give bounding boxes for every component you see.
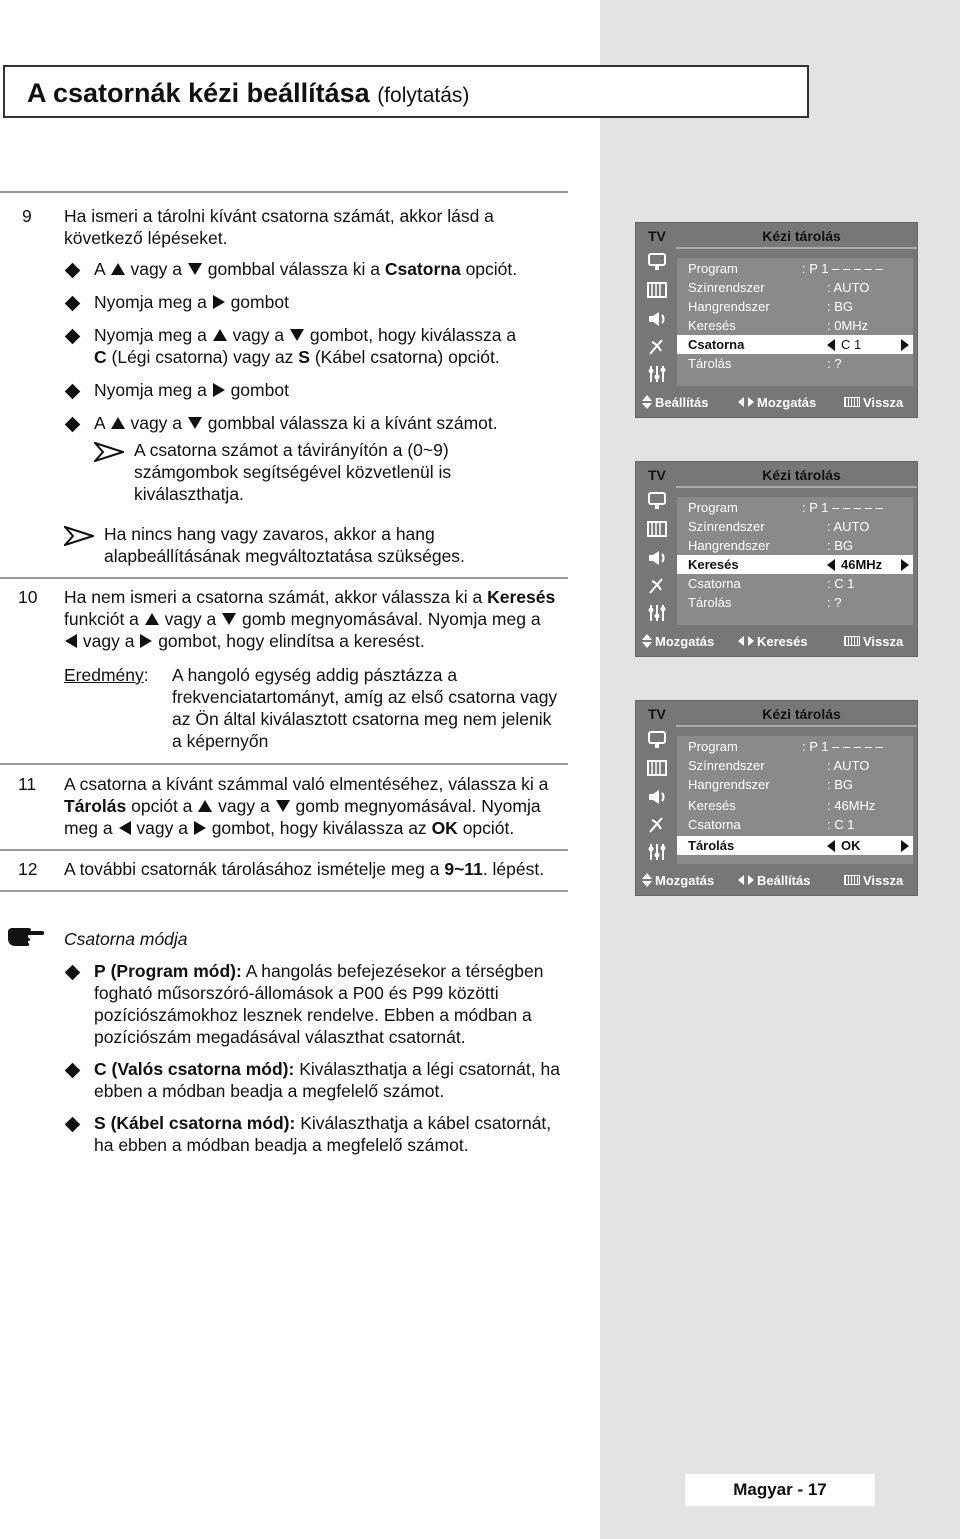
pointing-hand-icon [6,924,46,948]
osd-title: Kézi tárolás [762,228,841,244]
menu-icon [844,875,860,885]
page-title [27,78,469,109]
osd-header-line [676,247,917,249]
speaker-icon [646,786,668,808]
speaker-icon [646,308,668,330]
note-1-line3: kiválaszthatja. [134,484,244,504]
osd-row-color-system[interactable]: Színrendszer : AUTO [688,519,870,534]
step-number: 9 [22,206,32,226]
osd-icon-column [640,251,674,383]
osd-row-color-system[interactable]: Színrendszer : AUTO [688,280,870,295]
diamond-bullet-icon [65,296,81,312]
right-arrow-icon [213,383,225,397]
page-title-sub: (folytatás) [377,84,470,107]
osd-row-store[interactable]: Tárolás : ? [688,356,842,371]
result-line3: az Ön által kiválasztott csatorna meg nem jelenik [172,709,552,729]
mode-p-line4: pozíciószám megadásával választhat csatornát. [94,1027,466,1047]
up-arrow-icon [111,263,125,275]
step-10-line1: Ha nem ismeri a csatorna számát, akkor válassza ki a Keresés [64,587,556,607]
note-2-line1: Ha nincs hang vagy zavaros, akkor a hang [104,524,435,544]
result-label: Eredmény: [64,665,149,685]
osd-row-sound-system[interactable]: Hangrendszer : BG [688,299,854,314]
divider [0,577,568,579]
divider [0,763,568,765]
osd-row-program[interactable]: Program : P 1 – – – – – [688,500,883,515]
sound-eq-menu-icon [646,757,668,779]
right-arrow-icon [901,339,909,351]
left-right-icon [738,636,754,646]
down-arrow-icon [188,417,202,429]
step-number: 10 [18,587,38,607]
osd-menu-list [677,258,913,386]
sound-eq-menu-icon [646,279,668,301]
step-11-line3: meg a vagy a gombot, hogy kiválassza az OK opciót. [64,818,515,838]
picture-menu-icon [646,490,668,512]
osd-panel-1 [635,222,918,418]
osd-panel-2 [635,461,918,657]
note-2-line2: alapbeállításának megváltoztatása szükséges. [104,546,465,566]
osd-row-store[interactable]: Tárolás : ? [688,595,842,610]
divider [0,849,568,851]
picture-menu-icon [646,251,668,273]
diamond-bullet-icon [65,384,81,400]
page-number-box [685,1474,875,1506]
setup-sliders-icon [646,363,668,385]
osd-title: Kézi tárolás [762,467,841,483]
diamond-bullet-icon [65,1063,81,1079]
result-line2: frekvenciatartományt, amíg az első csatorna vagy [172,687,558,707]
down-arrow-icon [276,800,290,812]
diamond-bullet-icon [65,1117,81,1133]
step-10-line2: funkciót a vagy a gomb megnyomásával. Nyomja meg a [64,609,541,629]
step-9-text-line2: következő lépéseket. [64,228,228,248]
step-9-bullet-4: Nyomja meg a gombot [94,380,289,400]
osd-row-program[interactable]: Program : P 1 – – – – – [688,261,883,276]
left-arrow-icon [827,339,835,351]
page-number: Magyar - 17 [733,1480,827,1499]
result-line1: A hangoló egység addig pásztázza a [172,665,458,685]
step-9-bullet-2: Nyomja meg a gombot [94,292,289,312]
left-right-icon [738,397,754,407]
osd-row-search[interactable]: Keresés : 46MHz [688,798,876,813]
mode-s-line1: S (Kábel csatorna mód): Kiválaszthatja a kábel csatornát, [94,1113,552,1133]
osd-tv-label: TV [648,467,666,483]
step-9-bullet-3-line2: C (Légi csatorna) vagy az S (Kábel csatorna) opciót. [94,347,500,367]
note-arrow-icon [94,442,124,462]
speaker-icon [646,547,668,569]
down-arrow-icon [290,329,304,341]
osd-row-channel[interactable]: Csatorna C 1 [677,335,913,354]
osd-tv-label: TV [648,706,666,722]
setup-sliders-icon [646,841,668,863]
mode-s-line2: ha ebben a módban beadja a megfelelő számot. [94,1135,469,1155]
osd-row-store[interactable]: Tárolás OK [677,836,913,855]
osd-row-sound-system[interactable]: Hangrendszer : BG [688,538,854,553]
down-arrow-icon [222,613,236,625]
osd-row-search[interactable]: Keresés 46MHz [677,555,913,574]
right-arrow-icon [140,634,152,648]
step-10-line3: vagy a gombot, hogy elindítsa a keresést. [64,631,425,653]
osd-panel-3 [635,700,918,896]
page-title-main: A csatornák kézi beállítása [27,78,370,108]
up-down-icon [642,873,652,887]
osd-footer: Mozgatás Beállítás Vissza [640,870,913,890]
step-12-line: A további csatornák tárolásához ismételje meg a 9~11. lépést. [64,859,545,879]
mode-p-line2: fogható műsorszóró-állomások a P00 és P99 közötti [94,983,499,1003]
osd-footer: Beállítás Mozgatás Vissza [640,392,913,412]
mode-p-line3: pozíciószámokhoz lesznek rendelve. Ebben a módban a [94,1005,532,1025]
diamond-bullet-icon [65,965,81,981]
left-arrow-icon [119,821,131,835]
osd-title: Kézi tárolás [762,706,841,722]
step-11-line1: A csatorna a kívánt számmal való elmentéséhez, válassza ki a [64,774,549,794]
up-arrow-icon [213,329,227,341]
left-right-icon [738,875,754,885]
menu-icon [844,397,860,407]
step-number: 11 [18,774,37,794]
step-11-line2: Tárolás opciót a vagy a gomb megnyomásával. Nyomja [64,796,541,816]
osd-icon-column [640,729,674,861]
step-9-bullet-1: A vagy a gombbal válassza ki a Csatorna opciót. [94,259,518,279]
menu-icon [844,636,860,646]
channel-antenna-icon [646,336,668,358]
up-down-icon [642,634,652,648]
step-9-text-line1: Ha ismeri a tárolni kívánt csatorna számát, akkor lásd a [64,206,494,226]
page-title-box [3,65,809,118]
osd-menu-list [677,736,913,864]
osd-header-line [676,725,917,727]
sound-eq-menu-icon [646,518,668,540]
osd-row-channel[interactable]: Csatorna : C 1 [688,817,855,832]
osd-footer: Mozgatás Keresés Vissza [640,631,913,651]
osd-row-program[interactable]: Program : P 1 – – – – – [688,739,883,754]
mode-p-line1: P (Program mód): A hangolás befejezésekor a térségben [94,961,544,981]
osd-row-channel[interactable]: Csatorna : C 1 [688,576,855,591]
diamond-bullet-icon [65,263,81,279]
diamond-bullet-icon [65,417,81,433]
up-down-icon [642,395,652,409]
up-arrow-icon [145,613,159,625]
osd-row-search[interactable]: Keresés : 0MHz [688,318,869,333]
mode-c-line2: ebben a módban beadja a megfelelő számot. [94,1081,445,1101]
step-9-bullet-5: A vagy a gombbal válassza ki a kívánt számot. [94,413,498,433]
mode-heading: Csatorna módja [64,929,188,949]
channel-antenna-icon [646,814,668,836]
down-arrow-icon [188,263,202,275]
mode-c-line1: C (Valós csatorna mód): Kiválaszthatja a légi csatornát, ha [94,1059,560,1079]
right-arrow-icon [213,295,225,309]
note-arrow-icon [64,526,94,546]
left-arrow-icon [827,559,835,571]
divider [0,191,568,193]
step-number: 12 [18,859,38,879]
step-9-bullet-3: Nyomja meg a vagy a gombot, hogy kiválassza a [94,325,517,345]
right-arrow-icon [901,840,909,852]
note-1-line1: A csatorna számot a távirányítón a (0~9) [134,440,449,460]
result-line4: a képernyőn [172,731,269,751]
right-arrow-icon [194,821,206,835]
divider [0,890,568,892]
right-arrow-icon [901,559,909,571]
picture-menu-icon [646,729,668,751]
osd-header-line [676,486,917,488]
channel-antenna-icon [646,575,668,597]
up-arrow-icon [111,417,125,429]
osd-icon-column [640,490,674,622]
osd-row-sound-system[interactable]: Hangrendszer : BG [688,777,854,792]
note-1-line2: számgombok segítségével közvetlenül is [134,462,452,482]
left-arrow-icon [827,840,835,852]
up-arrow-icon [198,800,212,812]
osd-row-color-system[interactable]: Színrendszer : AUTO [688,758,870,773]
osd-tv-label: TV [648,228,666,244]
osd-menu-list [677,497,913,625]
diamond-bullet-icon [65,329,81,345]
setup-sliders-icon [646,602,668,624]
left-arrow-icon [65,634,77,648]
